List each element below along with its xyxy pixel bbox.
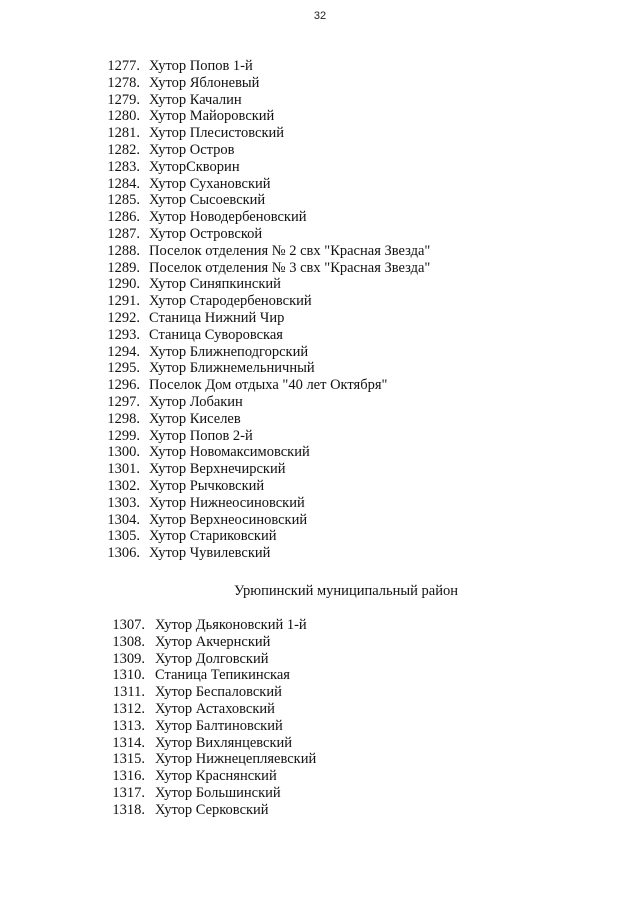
list-item [0, 785, 640, 802]
list-item [0, 394, 640, 411]
list-item [0, 243, 640, 260]
list-item [0, 125, 640, 142]
item-text: Хутор Беспаловский [155, 684, 282, 701]
list-item [0, 159, 640, 176]
item-text: Станица Суворовская [149, 326, 283, 343]
item-text: Хутор Ближнемельничный [149, 360, 315, 377]
list-item [0, 461, 640, 478]
item-text: Хутор Сухановский [149, 175, 271, 192]
item-number: 1297. [107, 393, 140, 410]
item-text: Поселок Дом отдыха "40 лет Октября" [149, 377, 388, 394]
list-item [0, 528, 640, 545]
item-number: 1292. [107, 309, 140, 326]
item-number: 1287. [107, 225, 140, 242]
item-number: 1291. [107, 293, 140, 310]
item-text: Хутор Вихлянцевский [155, 734, 293, 751]
list-item [0, 651, 640, 668]
list-item [0, 411, 640, 428]
settlement-list-part-2 [0, 617, 640, 819]
page-number: 32 [313, 10, 327, 22]
item-number: 1314. [112, 734, 145, 751]
item-number: 1307. [112, 617, 145, 633]
list-item [0, 209, 640, 226]
list-item [0, 344, 640, 361]
list-item [0, 667, 640, 684]
item-number: 1283. [107, 158, 140, 175]
item-text: Хутор Попов 2-й [149, 427, 253, 444]
item-number: 1311. [112, 684, 145, 701]
list-item [0, 142, 640, 159]
list-item [0, 226, 640, 243]
item-text: Хутор Майоровский [149, 108, 275, 125]
item-text: Хутор Яблоневый [149, 74, 260, 91]
item-number: 1301. [107, 461, 140, 478]
list-item [0, 444, 640, 461]
item-text: Станица Нижний Чир [149, 309, 285, 326]
settlement-list-part-1 [0, 58, 640, 562]
item-text: Хутор Рычковский [149, 477, 265, 494]
item-text: Хутор Лобакин [149, 393, 243, 410]
item-number: 1279. [107, 91, 140, 108]
list-item [0, 176, 640, 193]
item-text: Станица Тепикинская [155, 667, 290, 684]
item-text: Хутор Остров [149, 141, 235, 158]
item-text: Хутор Верхнечирский [149, 461, 286, 478]
list-item [0, 802, 640, 819]
list-item [0, 75, 640, 92]
item-text: Хутор Чувилевский [149, 545, 271, 562]
list-item [0, 701, 640, 718]
list-item [0, 276, 640, 293]
list-item [0, 428, 640, 445]
item-number: 1288. [107, 242, 140, 259]
item-number: 1312. [112, 700, 145, 717]
list-item [0, 634, 640, 651]
item-number: 1286. [107, 209, 140, 226]
item-text: Поселок отделения № 2 свх "Красная Звезда" [149, 242, 431, 259]
list-item [0, 512, 640, 529]
item-text: Хутор Попов 1-й [149, 58, 253, 74]
item-number: 1303. [107, 494, 140, 511]
item-number: 1295. [107, 360, 140, 377]
item-number: 1308. [112, 633, 145, 650]
item-text: Хутор Балтиновский [155, 717, 283, 734]
list-item [0, 735, 640, 752]
item-number: 1300. [107, 444, 140, 461]
item-text: Хутор Плесистовский [149, 125, 285, 142]
list-item [0, 327, 640, 344]
item-number: 1315. [112, 751, 145, 768]
list-item [0, 360, 640, 377]
list-item [0, 260, 640, 277]
item-text: Хутор Краснянский [155, 768, 277, 785]
item-text: Хутор Акчернский [155, 633, 271, 650]
item-number: 1317. [112, 784, 145, 801]
list-item [0, 751, 640, 768]
list-item [0, 293, 640, 310]
item-text: Хутор Стариковский [149, 528, 277, 545]
item-number: 1285. [107, 192, 140, 209]
list-item [0, 684, 640, 701]
list-item [0, 495, 640, 512]
item-text: Хутор Серковский [155, 801, 269, 818]
item-number: 1277. [107, 58, 140, 74]
item-text: Хутор Ближнеподгорский [149, 343, 309, 360]
list-item [0, 478, 640, 495]
item-number: 1299. [107, 427, 140, 444]
item-number: 1289. [107, 259, 140, 276]
item-text: Хутор Астаховский [155, 700, 275, 717]
item-text: Хутор Верхнеосиновский [149, 511, 308, 528]
item-text: Хутор Стародербеновский [149, 293, 312, 310]
list-item [0, 718, 640, 735]
list-item [0, 108, 640, 125]
item-text: Хутор Нижнеосиновский [149, 494, 305, 511]
section-heading: Урюпинский муниципальный район [234, 583, 458, 599]
item-number: 1290. [107, 276, 140, 293]
item-number: 1316. [112, 768, 145, 785]
item-number: 1284. [107, 175, 140, 192]
item-number: 1302. [107, 477, 140, 494]
item-number: 1282. [107, 141, 140, 158]
item-number: 1294. [107, 343, 140, 360]
item-text: Хутор Большинский [155, 784, 281, 801]
list-item [0, 92, 640, 109]
item-text: Хутор Дьяконовский 1-й [155, 617, 307, 633]
list-item [0, 545, 640, 562]
item-number: 1313. [112, 717, 145, 734]
item-number: 1296. [107, 377, 140, 394]
item-number: 1305. [107, 528, 140, 545]
item-number: 1278. [107, 74, 140, 91]
item-number: 1310. [112, 667, 145, 684]
item-text: ХуторСкворин [149, 158, 240, 175]
item-number: 1309. [112, 650, 145, 667]
list-item [0, 192, 640, 209]
item-text: Хутор Киселев [149, 410, 241, 427]
list-item [0, 310, 640, 327]
list-item [0, 377, 640, 394]
item-text: Поселок отделения № 3 свх "Красная Звезда" [149, 259, 431, 276]
item-text: Хутор Синяпкинский [149, 276, 281, 293]
item-text: Хутор Качалин [149, 91, 242, 108]
list-item [0, 58, 640, 75]
item-text: Хутор Сысоевский [149, 192, 266, 209]
item-text: Хутор Новомаксимовский [149, 444, 310, 461]
item-text: Хутор Нижнецепляевский [155, 751, 317, 768]
item-text: Хутор Новодербеновский [149, 209, 307, 226]
item-number: 1318. [112, 801, 145, 818]
list-item [0, 617, 640, 634]
item-number: 1306. [107, 545, 140, 562]
list-item [0, 768, 640, 785]
item-number: 1304. [107, 511, 140, 528]
item-number: 1293. [107, 326, 140, 343]
item-text: Хутор Островской [149, 225, 263, 242]
item-number: 1280. [107, 108, 140, 125]
item-text: Хутор Долговский [155, 650, 269, 667]
item-number: 1298. [107, 410, 140, 427]
item-number: 1281. [107, 125, 140, 142]
